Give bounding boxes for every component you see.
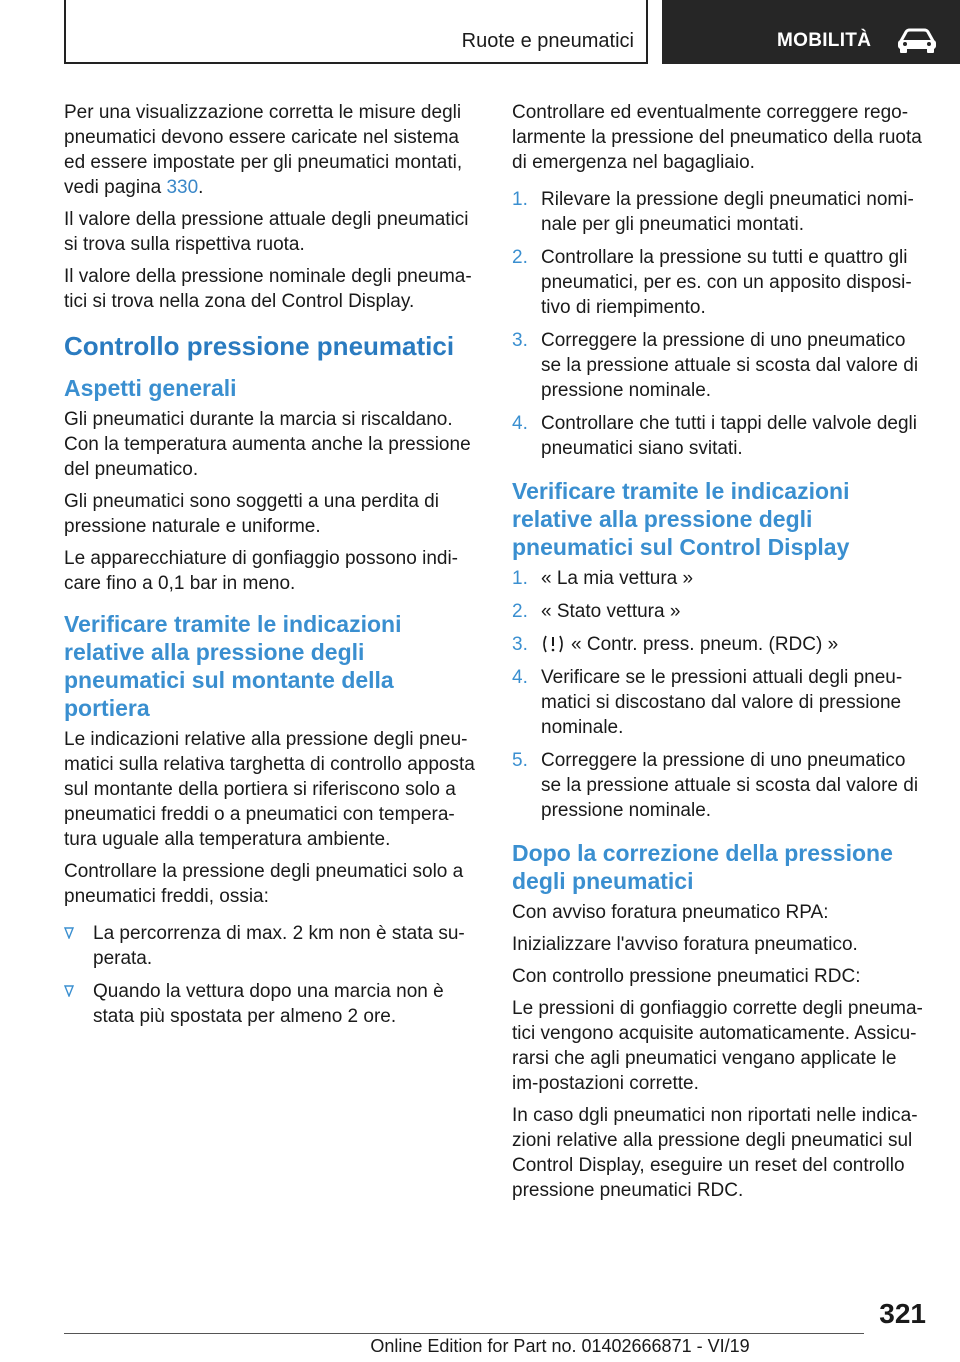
heading-general: Aspetti generali <box>64 375 237 401</box>
list-item: 5. Correggere la pressione di uno pneumatico se la pressione attuale si scosta dal valore di pressione nominale. <box>512 750 919 821</box>
general-paragraph-2: Gli pneumatici sono soggetti a una perdita di pressione naturale e uniforme. <box>64 491 439 537</box>
list-item: Quando la vettura dopo una marcia non è stata più spostata per almeno 2 ore. <box>64 979 476 1029</box>
list-item: 1. Rilevare la pressione degli pneumatici nomi-nale per gli pneumatici montati. <box>512 189 914 235</box>
pillar-paragraph-2: Controllare la pressione degli pneumatici solo a pneumatici freddi, ossia: <box>64 861 464 907</box>
step-number: 1. <box>512 189 528 210</box>
general-paragraph-1: Gli pneumatici durante la marcia si riscaldano. Con la temperatura aumenta anche la pressione del pneumatico. <box>64 409 471 480</box>
step-number: 4. <box>512 667 528 688</box>
list-item: 2. « Stato vettura » <box>512 601 681 622</box>
tire-pressure-warning-icon <box>541 634 565 654</box>
step-number: 2. <box>512 247 528 268</box>
heading-after-correction: Dopo la correzione della pressione degli pneumatici <box>512 840 893 894</box>
triangle-bullet-icon <box>64 927 74 939</box>
list-item: La percorrenza di max. 2 km non è stata su-perata. <box>64 921 476 971</box>
intro-paragraph-1: Per una visualizzazione corretta le misure degli pneumatici devono essere caricate nel sistema ed essere impostate per gli pneumatici montati, vedi pagina 330. <box>64 102 463 198</box>
list-item: 3. « Contr. press. pneum. (RDC) » <box>512 634 839 655</box>
step-number: 5. <box>512 750 528 771</box>
pillar-paragraph-1: Le indicazioni relative alla pressione degli pneu-matici sulla relativa targhetta di controllo apposta sul montante della portiera si riferiscono solo a pneumatici freddi o a pneumatici con tempera-tura uguale alla temperatura ambiente. <box>64 729 475 850</box>
header-section-box <box>64 0 648 64</box>
page-number: 321 <box>879 1298 926 1329</box>
list-item: 2. Controllare la pressione su tutti e quattro gli pneumatici, per es. con un apposito disposi-tivo di riempimento. <box>512 247 912 318</box>
heading-door-pillar: Verificare tramite le indicazioni relative alla pressione degli pneumatici sul montante della portiera <box>64 611 402 721</box>
heading-control-display: Verificare tramite le indicazioni relative alla pressione degli pneumatici sul Control Display <box>512 478 850 560</box>
intro-paragraph-2: Il valore della pressione attuale degli pneumatici si trova sulla rispettiva ruota. <box>64 209 469 255</box>
chapter-tab-label: MOBILITÀ <box>777 30 872 51</box>
edition-text: Online Edition for Part no. 01402666871 - VI/19 <box>370 1336 750 1356</box>
page-link[interactable]: 330 <box>166 177 199 198</box>
step-number: 3. <box>512 330 528 351</box>
section-title: Ruote e pneumatici <box>461 30 634 52</box>
after-paragraph-3: Con controllo pressione pneumatici RDC: <box>512 966 861 987</box>
left-column <box>64 100 476 1037</box>
step-number: 3. <box>512 634 528 655</box>
spare-wheel-paragraph: Controllare ed eventualmente correggere rego-larmente la pressione del pneumatico della ruota di emergenza nel bagagliaio. <box>512 102 922 173</box>
step-number: 4. <box>512 413 528 434</box>
list-item: 3. Correggere la pressione di uno pneumatico se la pressione attuale si scosta dal valore di pressione nominale. <box>512 330 919 401</box>
after-paragraph-5: In caso dgli pneumatici non riportati nelle indica-zioni relative alla pressione degli pneumatici sul Control Display, eseguire un reset del controllo pressione pneumatici RDC. <box>512 1105 918 1201</box>
list-item: 1. « La mia vettura » <box>512 568 694 589</box>
after-paragraph-4: Le pressioni di gonfiaggio corrette degli pneuma-tici vengono acquisite automaticamente. Assicu-rarsi che agli pneumatici vengano applicate le im-postazioni corrette. <box>512 998 923 1094</box>
right-column <box>512 100 926 1210</box>
car-icon <box>895 27 939 55</box>
footer-divider <box>64 1333 864 1334</box>
intro-paragraph-3: Il valore della pressione nominale degli pneuma-tici si trova nella zona del Control Display. <box>64 266 472 312</box>
list-item: 4. Verificare se le pressioni attuali degli pneu-matici si discostano dal valore di pressione nominale. <box>512 667 903 738</box>
chapter-tab <box>662 0 960 64</box>
triangle-bullet-icon <box>64 985 74 997</box>
after-paragraph-1: Con avviso foratura pneumatico RPA: <box>512 902 829 923</box>
general-paragraph-3: Le apparecchiature di gonfiaggio possono indi-care fino a 0,1 bar in meno. <box>64 548 458 594</box>
step-number: 1. <box>512 568 528 589</box>
after-paragraph-2: Inizializzare l'avviso foratura pneumatico. <box>512 934 858 955</box>
main-heading: Controllo pressione pneumatici <box>64 331 455 361</box>
list-item: 4. Controllare che tutti i tappi delle valvole degli pneumatici siano svitati. <box>512 413 917 459</box>
step-number: 2. <box>512 601 528 622</box>
